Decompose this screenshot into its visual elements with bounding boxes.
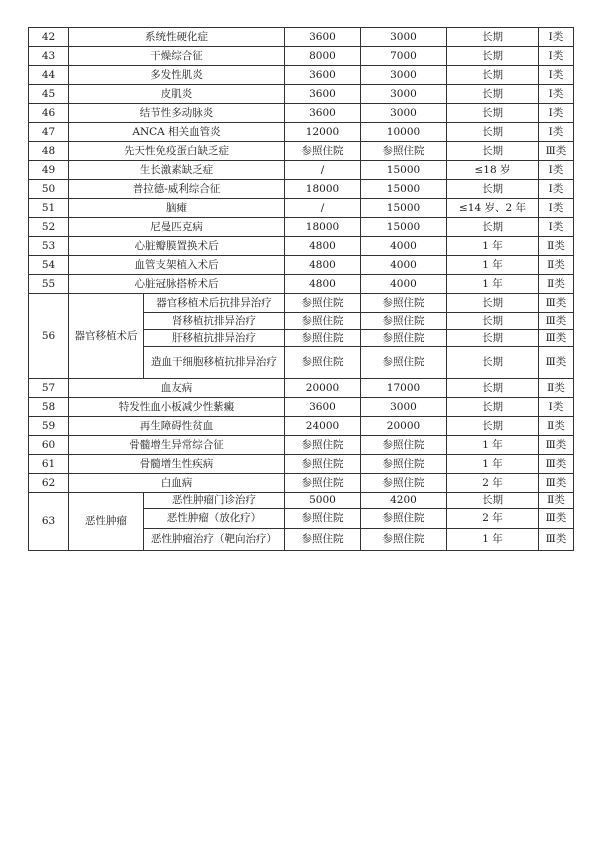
table-row	[29, 218, 574, 237]
term: 长期	[447, 398, 539, 417]
table-row	[29, 123, 574, 142]
category: Ⅰ类	[539, 66, 574, 85]
table-row	[29, 142, 574, 161]
table-row	[29, 294, 574, 313]
table-row	[29, 474, 574, 493]
term: 长期	[447, 28, 539, 47]
amount-b: 4000	[361, 256, 447, 275]
amount-a: 3600	[285, 28, 361, 47]
table-row	[29, 47, 574, 66]
disease-name: 再生障碍性贫血	[69, 417, 285, 436]
category: Ⅲ类	[539, 294, 574, 313]
row-number: 45	[29, 85, 69, 104]
amount-b: 17000	[361, 379, 447, 398]
table-row	[29, 199, 574, 218]
row-number: 50	[29, 180, 69, 199]
amount-a: /	[285, 161, 361, 180]
term: 1 年	[447, 237, 539, 256]
category: Ⅱ类	[539, 256, 574, 275]
term: 长期	[447, 294, 539, 313]
term: ≤14 岁、2 年	[447, 199, 539, 218]
category: Ⅲ类	[539, 313, 574, 330]
table-row	[29, 161, 574, 180]
amount-a: 8000	[285, 47, 361, 66]
category: Ⅰ类	[539, 85, 574, 104]
amount-a: 3600	[285, 104, 361, 123]
category: Ⅰ类	[539, 104, 574, 123]
disease-name: 肝移植抗排异治疗	[144, 330, 285, 347]
table-row	[29, 417, 574, 436]
disease-name: 干燥综合征	[69, 47, 285, 66]
table-body	[29, 28, 574, 551]
amount-a: 参照住院	[285, 330, 361, 347]
disease-name: 骨髓增生性疾病	[69, 455, 285, 474]
amount-a: 参照住院	[285, 142, 361, 161]
category: Ⅰ类	[539, 123, 574, 142]
category: Ⅲ类	[539, 474, 574, 493]
table-row	[29, 379, 574, 398]
term: 长期	[447, 347, 539, 379]
term: 长期	[447, 47, 539, 66]
term: 2 年	[447, 509, 539, 529]
row-number: 53	[29, 237, 69, 256]
amount-b: 3000	[361, 398, 447, 417]
amount-b: 15000	[361, 199, 447, 218]
row-number: 58	[29, 398, 69, 417]
category: Ⅰ类	[539, 398, 574, 417]
disease-name: 多发性肌炎	[69, 66, 285, 85]
disease-name: 特发性血小板减少性紫癜	[69, 398, 285, 417]
amount-b: 7000	[361, 47, 447, 66]
disease-name: 心脏瓣膜置换术后	[69, 237, 285, 256]
row-number: 61	[29, 455, 69, 474]
term: 1 年	[447, 436, 539, 455]
row-number: 59	[29, 417, 69, 436]
amount-b: 参照住院	[361, 313, 447, 330]
row-number: 63	[29, 493, 69, 551]
row-number: 51	[29, 199, 69, 218]
term: 2 年	[447, 474, 539, 493]
group-title: 器官移植术后	[69, 294, 144, 379]
disease-name: 系统性硬化症	[69, 28, 285, 47]
disease-name: 恶性肿瘤治疗（靶向治疗）	[144, 529, 285, 551]
disease-name: 白血病	[69, 474, 285, 493]
amount-a: 3600	[285, 66, 361, 85]
disease-name: ANCA 相关血管炎	[69, 123, 285, 142]
table-row	[29, 398, 574, 417]
amount-a: 3600	[285, 398, 361, 417]
term: 长期	[447, 104, 539, 123]
row-number: 43	[29, 47, 69, 66]
amount-a: 18000	[285, 218, 361, 237]
disease-name: 恶性肿瘤门诊治疗	[144, 493, 285, 509]
amount-b: 参照住院	[361, 347, 447, 379]
amount-a: /	[285, 199, 361, 218]
amount-a: 4800	[285, 275, 361, 294]
row-number: 62	[29, 474, 69, 493]
amount-b: 4000	[361, 237, 447, 256]
table-row	[29, 104, 574, 123]
table-row	[29, 66, 574, 85]
term: 1 年	[447, 529, 539, 551]
category: Ⅰ类	[539, 180, 574, 199]
amount-a: 20000	[285, 379, 361, 398]
row-number: 57	[29, 379, 69, 398]
disease-name: 恶性肿瘤（放化疗）	[144, 509, 285, 529]
category: Ⅲ类	[539, 436, 574, 455]
amount-b: 3000	[361, 85, 447, 104]
row-number: 54	[29, 256, 69, 275]
term: 长期	[447, 66, 539, 85]
category: Ⅲ类	[539, 330, 574, 347]
amount-a: 参照住院	[285, 313, 361, 330]
category: Ⅱ类	[539, 493, 574, 509]
table-row	[29, 180, 574, 199]
amount-a: 参照住院	[285, 455, 361, 474]
amount-b: 15000	[361, 180, 447, 199]
term: 长期	[447, 123, 539, 142]
amount-b: 15000	[361, 161, 447, 180]
amount-b: 4000	[361, 275, 447, 294]
category: Ⅱ类	[539, 417, 574, 436]
table-row	[29, 85, 574, 104]
amount-a: 12000	[285, 123, 361, 142]
amount-b: 参照住院	[361, 474, 447, 493]
amount-b: 4200	[361, 493, 447, 509]
row-number: 60	[29, 436, 69, 455]
table-row	[29, 28, 574, 47]
row-number: 52	[29, 218, 69, 237]
category: Ⅱ类	[539, 379, 574, 398]
amount-a: 5000	[285, 493, 361, 509]
term: 长期	[447, 313, 539, 330]
disease-name: 血管支架植入术后	[69, 256, 285, 275]
category: Ⅲ类	[539, 455, 574, 474]
row-number: 46	[29, 104, 69, 123]
disease-name: 结节性多动脉炎	[69, 104, 285, 123]
category: Ⅲ类	[539, 509, 574, 529]
table-row	[29, 436, 574, 455]
category: Ⅰ类	[539, 28, 574, 47]
group-title: 恶性肿瘤	[69, 493, 144, 551]
amount-b: 20000	[361, 417, 447, 436]
term: 1 年	[447, 275, 539, 294]
term: 1 年	[447, 455, 539, 474]
row-number: 49	[29, 161, 69, 180]
amount-b: 10000	[361, 123, 447, 142]
category: Ⅲ类	[539, 142, 574, 161]
amount-b: 3000	[361, 28, 447, 47]
row-number: 55	[29, 275, 69, 294]
disease-name: 生长激素缺乏症	[69, 161, 285, 180]
term: 长期	[447, 218, 539, 237]
term: 长期	[447, 142, 539, 161]
row-number: 48	[29, 142, 69, 161]
category: Ⅰ类	[539, 199, 574, 218]
amount-a: 参照住院	[285, 347, 361, 379]
disease-name: 皮肌炎	[69, 85, 285, 104]
category: Ⅱ类	[539, 275, 574, 294]
term: ≤18 岁	[447, 161, 539, 180]
disease-name: 尼曼匹克病	[69, 218, 285, 237]
disease-table	[28, 27, 574, 551]
row-number: 56	[29, 294, 69, 379]
amount-a: 3600	[285, 85, 361, 104]
term: 1 年	[447, 256, 539, 275]
term: 长期	[447, 180, 539, 199]
term: 长期	[447, 330, 539, 347]
disease-name: 脑瘫	[69, 199, 285, 218]
amount-a: 参照住院	[285, 509, 361, 529]
row-number: 47	[29, 123, 69, 142]
term: 长期	[447, 417, 539, 436]
amount-b: 15000	[361, 218, 447, 237]
category: Ⅲ类	[539, 529, 574, 551]
amount-a: 参照住院	[285, 474, 361, 493]
amount-b: 参照住院	[361, 455, 447, 474]
table-row	[29, 455, 574, 474]
amount-b: 3000	[361, 104, 447, 123]
category: Ⅰ类	[539, 218, 574, 237]
disease-name: 肾移植抗排异治疗	[144, 313, 285, 330]
table-row	[29, 256, 574, 275]
row-number: 44	[29, 66, 69, 85]
amount-a: 参照住院	[285, 294, 361, 313]
table-row	[29, 275, 574, 294]
amount-b: 参照住院	[361, 294, 447, 313]
term: 长期	[447, 493, 539, 509]
amount-b: 参照住院	[361, 142, 447, 161]
amount-b: 参照住院	[361, 509, 447, 529]
term: 长期	[447, 379, 539, 398]
amount-b: 参照住院	[361, 330, 447, 347]
disease-name: 先天性免疫蛋白缺乏症	[69, 142, 285, 161]
category: Ⅱ类	[539, 237, 574, 256]
disease-name: 骨髓增生异常综合征	[69, 436, 285, 455]
category: Ⅰ类	[539, 47, 574, 66]
disease-name: 血友病	[69, 379, 285, 398]
amount-b: 参照住院	[361, 436, 447, 455]
disease-name: 普拉德-威利综合征	[69, 180, 285, 199]
amount-a: 参照住院	[285, 436, 361, 455]
amount-a: 4800	[285, 237, 361, 256]
term: 长期	[447, 85, 539, 104]
amount-a: 参照住院	[285, 529, 361, 551]
category: Ⅰ类	[539, 161, 574, 180]
amount-a: 24000	[285, 417, 361, 436]
amount-a: 18000	[285, 180, 361, 199]
table-row	[29, 493, 574, 509]
amount-b: 参照住院	[361, 529, 447, 551]
row-number: 42	[29, 28, 69, 47]
category: Ⅲ类	[539, 347, 574, 379]
amount-a: 4800	[285, 256, 361, 275]
disease-name: 心脏冠脉搭桥术后	[69, 275, 285, 294]
amount-b: 3000	[361, 66, 447, 85]
disease-name: 器官移植术后抗排异治疗	[144, 294, 285, 313]
disease-name: 造血干细胞移植抗排异治疗	[144, 347, 285, 379]
table-row	[29, 237, 574, 256]
